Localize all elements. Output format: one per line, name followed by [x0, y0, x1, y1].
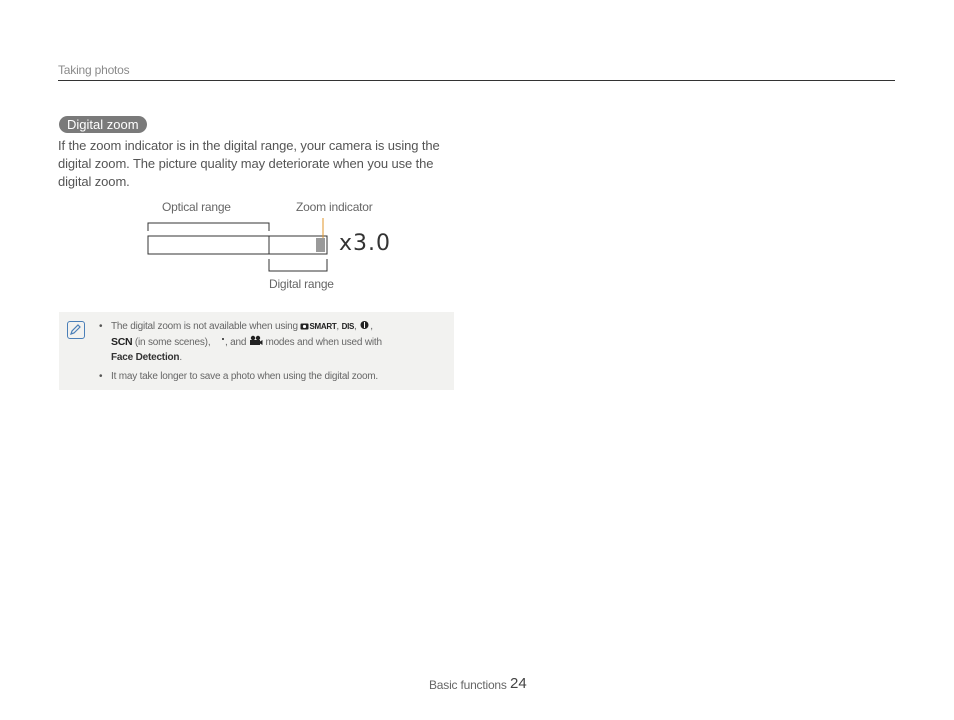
note-bullet-1: • The digital zoom is not available when using SMART, DIS, , SCN (in some scenes), , and modes and when used with Face Detection.	[99, 319, 429, 366]
footer-page-number: 24	[510, 675, 527, 692]
zoom-indicator-label: Zoom indicator	[296, 200, 373, 214]
zoom-readout: x3.0	[339, 231, 392, 256]
note-box	[59, 312, 454, 390]
face-detection-term: Face Detection	[111, 352, 180, 363]
header-divider	[58, 80, 895, 81]
night-mode-icon	[213, 335, 225, 351]
header-section-title: Taking photos	[58, 63, 130, 77]
note-bullet-2: • It may take longer to save a photo when using the digital zoom.	[99, 369, 429, 385]
note-pencil-icon	[67, 321, 85, 339]
optical-range-bracket	[148, 223, 269, 231]
zoom-indicator-marker	[316, 238, 325, 252]
movie-mode-icon	[249, 335, 263, 351]
zoom-bar	[148, 236, 327, 254]
beauty-shot-mode-icon	[359, 319, 370, 335]
dis-mode-icon: DIS	[341, 322, 355, 331]
intro-paragraph: If the zoom indicator is in the digital range, your camera is using the digital zoom. The picture quality may deteriorate when you use the digital zoom.	[58, 138, 440, 189]
note-list	[99, 319, 429, 384]
optical-range-label: Optical range	[162, 200, 231, 214]
footer-chapter-label: Basic functions	[429, 678, 507, 692]
digital-range-label: Digital range	[269, 277, 334, 291]
scene-mode-label: SCN	[111, 335, 133, 348]
section-title-badge: Digital zoom	[59, 116, 147, 133]
digital-range-bracket	[269, 259, 327, 271]
smart-mode-icon: SMART	[300, 319, 336, 335]
